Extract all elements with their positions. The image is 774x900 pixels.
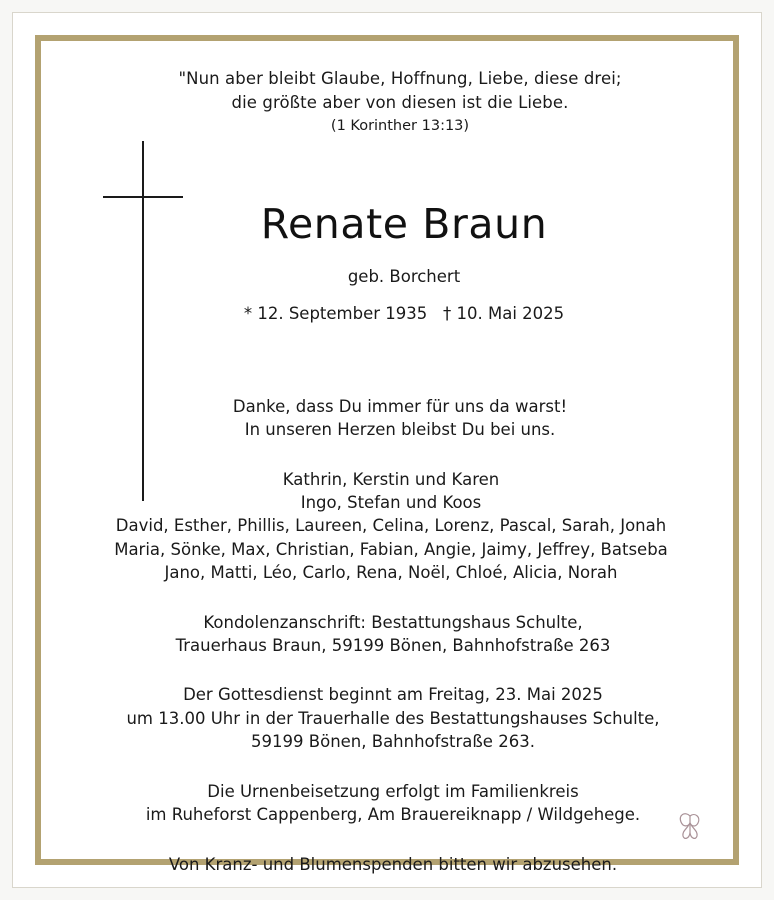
butterfly-logo-icon: [673, 809, 707, 843]
card-content: [41, 41, 733, 874]
deceased-name: Renate Braun: [260, 199, 548, 248]
service-line-1: Der Gottesdienst beginnt am Freitag, 23. Mai 2025: [183, 685, 603, 705]
family-line-3: David, Esther, Phillis, Laureen, Celina, Lorenz, Pascal, Sarah, Jonah: [115, 516, 667, 536]
flowers-line-1: Von Kranz- und Blumenspenden bitten wir abzusehen.: [168, 854, 618, 874]
burial-line-1: Die Urnenbeisetzung erfolgt im Familienkreis: [207, 781, 579, 801]
service-block: [71, 683, 715, 753]
family-line-1: Kathrin, Kerstin und Karen: [282, 469, 500, 489]
family-block: [67, 468, 715, 585]
verse-line-1: "Nun aber bleibt Glaube, Hoffnung, Liebe, diese drei;: [178, 69, 622, 88]
verse-block: [85, 67, 715, 115]
flowers-note: [71, 853, 715, 876]
thanks-block: [85, 395, 715, 442]
burial-block: [71, 780, 715, 827]
thanks-line-2: In unseren Herzen bleibst Du bei uns.: [244, 420, 556, 440]
verse-reference: (1 Korinther 13:13): [330, 117, 470, 134]
family-line-4: Maria, Sönke, Max, Christian, Fabian, Angie, Jaimy, Jeffrey, Batseba: [114, 539, 668, 559]
verse-line-2: die größte aber von diesen ist die Liebe.: [231, 92, 569, 112]
condolence-line-1: Kondolenzanschrift: Bestattungshaus Schulte,: [203, 612, 583, 632]
card-inner-surface: [41, 41, 733, 874]
deceased-maiden-name: geb. Borchert: [347, 266, 461, 286]
gold-border-frame: [35, 35, 739, 874]
deceased-dates: * 12. September 1935 † 10. Mai 2025: [243, 303, 565, 323]
family-line-5: Jano, Matti, Léo, Carlo, Rena, Noël, Chloé, Alicia, Norah: [164, 563, 618, 583]
condolence-block: [71, 611, 715, 658]
service-line-3: 59199 Bönen, Bahnhofstraße 263.: [251, 732, 535, 752]
condolence-line-2: Trauerhaus Braun, 59199 Bönen, Bahnhofstraße 263: [175, 636, 611, 656]
outer-frame: [12, 12, 762, 888]
service-line-2: um 13.00 Uhr in der Trauerhalle des Bestattungshauses Schulte,: [126, 708, 660, 728]
family-line-2: Ingo, Stefan und Koos: [300, 492, 482, 512]
thanks-line-1: Danke, dass Du immer für uns da warst!: [232, 396, 568, 416]
burial-line-2: im Ruheforst Cappenberg, Am Brauereiknapp / Wildgehege.: [145, 805, 641, 825]
